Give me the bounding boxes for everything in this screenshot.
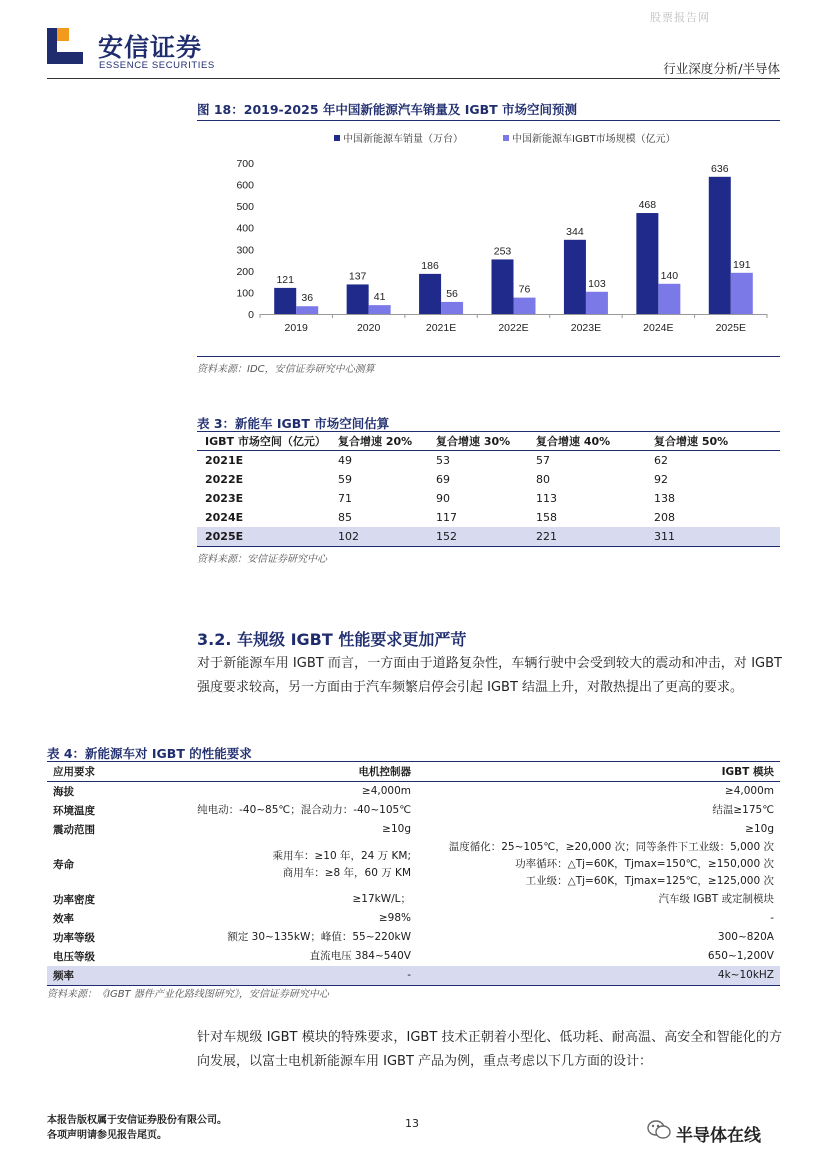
table-row: [197, 451, 780, 471]
table-cell: 2021E: [205, 454, 244, 467]
cell-line: 纯电动：-40~85℃；混合动力：-40~105℃: [197, 804, 411, 816]
data-label: 36: [301, 292, 314, 305]
cell-line: 650~1,200V: [707, 950, 774, 962]
table-cell: 92: [654, 473, 668, 486]
cell-line: ≥17kW/L；: [352, 893, 411, 905]
cell-line: 功率循环：△Tj=60K，Tjmax=150℃，≥150,000 次: [515, 858, 774, 870]
igbt-module-cell: [417, 782, 780, 802]
y-tick-label: 200: [236, 265, 254, 278]
sales-bar: [419, 274, 441, 314]
motor-controller-cell: [157, 947, 417, 966]
legend-swatch: [503, 135, 509, 141]
x-tick-label: 2020: [356, 322, 381, 334]
cell-line: 商用车：≥8 年，60 万 KM: [282, 866, 411, 879]
motor-controller-cell: [157, 966, 417, 986]
legend-label: 中国新能源车IGBT市场规模（亿元）: [512, 134, 676, 145]
data-label: 137: [348, 270, 367, 283]
cell-line: 4k~10kHZ: [717, 969, 774, 981]
igbt-module-cell: [417, 928, 780, 947]
requirement-cell: 功率密度: [53, 894, 95, 906]
section-heading: 3.2. 车规级 IGBT 性能要求更加严苛: [197, 630, 467, 649]
legend-swatch: [334, 135, 340, 141]
requirement-cell: 效率: [53, 913, 74, 925]
table3-header-cell: 复合增速 20%: [330, 432, 428, 451]
igbt-module-cell: [417, 839, 780, 890]
y-tick-label: 100: [236, 287, 254, 300]
requirement-cell: 寿命: [53, 859, 74, 871]
sales-bar: [709, 177, 731, 314]
table-cell: 90: [436, 492, 450, 505]
igbt-market-bar: [586, 292, 608, 314]
cell-line: -: [407, 969, 411, 981]
motor-controller-cell: [157, 909, 417, 928]
y-tick-label: 600: [236, 179, 254, 192]
table-cell: 71: [338, 492, 352, 505]
table-cell: 2023E: [205, 492, 244, 505]
table-row: [47, 890, 780, 909]
table-cell: 62: [654, 454, 668, 467]
logo-chinese-name: 安信证券: [98, 33, 203, 62]
x-tick-label: 2025E: [715, 322, 746, 334]
table-row: [47, 839, 780, 890]
cell-line: ≥98%: [378, 912, 411, 924]
x-tick-label: 2023E: [570, 322, 602, 334]
cell-line: ≥10g: [745, 823, 774, 835]
table3: [197, 431, 780, 547]
table4: [47, 761, 780, 986]
sales-bar: [492, 259, 514, 314]
cell-line: 300~820A: [717, 931, 774, 943]
table4-header-cell: 应用要求: [47, 762, 157, 782]
table-cell: 57: [536, 454, 550, 467]
data-label: 191: [733, 258, 751, 271]
sales-bar: [274, 288, 296, 314]
cell-line: 乘用车：≥10 年，24 万 KM;: [272, 849, 411, 862]
figure-source: 资料来源：IDC，安信证券研究中心测算: [197, 364, 375, 375]
figure-title: 图 18：2019-2025 年中国新能源汽车销量及 IGBT 市场空间预测: [197, 102, 578, 117]
table-cell: 2022E: [205, 473, 244, 486]
table-row: [197, 527, 780, 547]
cell-line: 温度循化：25~105℃，≥20,000 次；同等条件下工业级：5,000 次: [448, 841, 774, 853]
table-cell: 117: [436, 511, 457, 524]
requirement-cell: 频率: [47, 966, 157, 986]
table-cell: 102: [330, 527, 428, 547]
table4-header-cell: 电机控制器: [157, 762, 417, 782]
table-row: [197, 508, 780, 527]
table-row: [197, 470, 780, 489]
table3-header-cell: IGBT 市场空间（亿元）: [197, 432, 330, 451]
table-cell: 158: [536, 511, 557, 524]
cell-line: ≥10g: [382, 823, 411, 835]
page-number: 13: [405, 1117, 419, 1130]
data-label: 103: [588, 277, 606, 290]
motor-controller-cell: [157, 801, 417, 820]
data-label: 636: [711, 162, 729, 175]
igbt-module-cell: [417, 966, 780, 986]
motor-controller-cell: [157, 820, 417, 839]
wechat-icon: [647, 1119, 671, 1141]
figure-bottom-rule: [197, 356, 780, 357]
table-row: [197, 489, 780, 508]
table-row: [47, 782, 780, 802]
table3-header-row: [197, 432, 780, 451]
table-cell: 221: [528, 527, 646, 547]
table-row: [47, 928, 780, 947]
data-label: 140: [660, 269, 679, 282]
igbt-market-bar: [514, 298, 536, 314]
requirement-cell: 震动范围: [53, 824, 95, 836]
igbt-module-cell: [417, 909, 780, 928]
table-row: [47, 947, 780, 966]
copyright-line: 本报告版权属于安信证券股份有限公司。: [47, 1115, 227, 1126]
table-cell: 85: [338, 511, 352, 524]
y-tick-label: 500: [236, 201, 254, 214]
table4-header-row: [47, 762, 780, 782]
cell-line: 汽车级 IGBT 或定制模块: [658, 893, 774, 905]
table3-title: 表 3：新能车 IGBT 市场空间估算: [197, 416, 390, 431]
igbt-market-bar: [369, 305, 391, 314]
data-label: 41: [373, 291, 386, 304]
table4-title: 表 4：新能源车对 IGBT 的性能要求: [47, 746, 252, 761]
sales-bar: [347, 284, 369, 314]
table-cell: 53: [436, 454, 450, 467]
y-tick-label: 700: [236, 158, 254, 170]
figure-top-rule: [197, 120, 780, 121]
bar-chart: [197, 124, 780, 354]
motor-controller-cell: [157, 782, 417, 802]
disclaimer-line: 各项声明请参见报告尾页。: [47, 1130, 167, 1141]
table-cell: 311: [646, 527, 780, 547]
table3-header-cell: 复合增速 50%: [646, 432, 780, 451]
watermark-text: 股票报告网: [650, 11, 710, 24]
x-tick-label: 2024E: [643, 322, 674, 334]
sales-bar: [564, 240, 586, 314]
igbt-module-cell: [417, 820, 780, 839]
essence-logo-icon: [47, 28, 83, 64]
x-tick-label: 2021E: [425, 322, 457, 334]
data-label: 344: [566, 225, 584, 238]
table3-header-cell: 复合增速 30%: [428, 432, 528, 451]
table-row: [47, 966, 780, 986]
y-tick-label: 0: [248, 309, 254, 321]
motor-controller-cell: [157, 928, 417, 947]
table-cell: 59: [338, 473, 352, 486]
table-cell: 208: [654, 511, 675, 524]
table-cell: 2025E: [197, 527, 330, 547]
table4-source: 资料来源：《IGBT 器件产业化路线图研究》，安信证券研究中心: [47, 989, 329, 1000]
cell-line: 结温≥175℃: [712, 804, 774, 816]
table-cell: 152: [428, 527, 528, 547]
cell-line: 工业级：△Tj=60K，Tjmax=125℃，≥125,000 次: [525, 875, 774, 887]
motor-controller-cell: [157, 839, 417, 890]
data-label: 253: [493, 245, 512, 258]
motor-controller-cell: [157, 890, 417, 909]
igbt-module-cell: [417, 947, 780, 966]
y-tick-label: 400: [236, 222, 254, 235]
igbt-module-cell: [417, 890, 780, 909]
igbt-market-bar: [731, 273, 753, 314]
copyright-notice: [47, 1113, 227, 1143]
x-tick-label: 2022E: [498, 322, 529, 334]
y-tick-label: 300: [236, 244, 254, 257]
igbt-market-bar: [441, 302, 463, 314]
igbt-market-bar: [658, 284, 680, 314]
table-row: [47, 820, 780, 839]
data-label: 56: [446, 287, 458, 300]
table-cell: 113: [536, 492, 557, 505]
header-divider: [47, 78, 780, 79]
table-cell: 49: [338, 454, 352, 467]
table-cell: 2024E: [205, 511, 244, 524]
section-paragraph: 针对车规级 IGBT 模块的特殊要求，IGBT 技术正朝着小型化、低功耗、耐高温、高安全和智能化的方向发展，以富士电机新能源车用 IGBT 产品为例，重点考虑以下几方面的设计：: [197, 1030, 782, 1069]
table-cell: 69: [436, 473, 450, 486]
cell-line: ≥4,000m: [724, 785, 774, 797]
table-row: [47, 801, 780, 820]
requirement-cell: 功率等级: [53, 932, 95, 944]
cell-line: 直流电压 384~540V: [309, 950, 411, 962]
cell-line: -: [770, 912, 774, 924]
data-label: 186: [421, 259, 439, 272]
legend-label: 中国新能源车销量（万台）: [343, 134, 463, 145]
table-cell: 80: [536, 473, 550, 486]
table3-header-cell: 复合增速 40%: [528, 432, 646, 451]
cell-line: ≥4,000m: [361, 785, 411, 797]
section-paragraph: 对于新能源车用 IGBT 而言，一方面由于道路复杂性，车辆行驶中会受到较大的震动和冲击，对 IGBT 强度要求较高，另一方面由于汽车频繁启停会引起 IGBT 结温上升，对散热提出了更高的要求。: [197, 656, 782, 695]
data-label: 121: [276, 273, 294, 286]
table4-header-cell: IGBT 模块: [417, 762, 780, 782]
requirement-cell: 环境温度: [53, 805, 95, 817]
igbt-market-bar: [296, 306, 318, 314]
report-category: 行业深度分析/半导体: [663, 61, 780, 76]
table3-source: 资料来源：安信证券研究中心: [197, 554, 327, 565]
requirement-cell: 海拔: [53, 786, 74, 798]
data-label: 76: [518, 283, 531, 296]
logo-english-name: ESSENCE SECURITIES: [99, 60, 215, 71]
cell-line: 额定 30~135kW；峰值：55~220kW: [227, 931, 411, 943]
igbt-module-cell: [417, 801, 780, 820]
brand-watermark: 半导体在线: [676, 1126, 761, 1146]
table-row: [47, 909, 780, 928]
data-label: 468: [638, 199, 657, 212]
table-cell: 138: [654, 492, 675, 505]
requirement-cell: 电压等级: [53, 951, 95, 963]
sales-bar: [636, 213, 658, 314]
x-tick-label: 2019: [284, 322, 308, 334]
